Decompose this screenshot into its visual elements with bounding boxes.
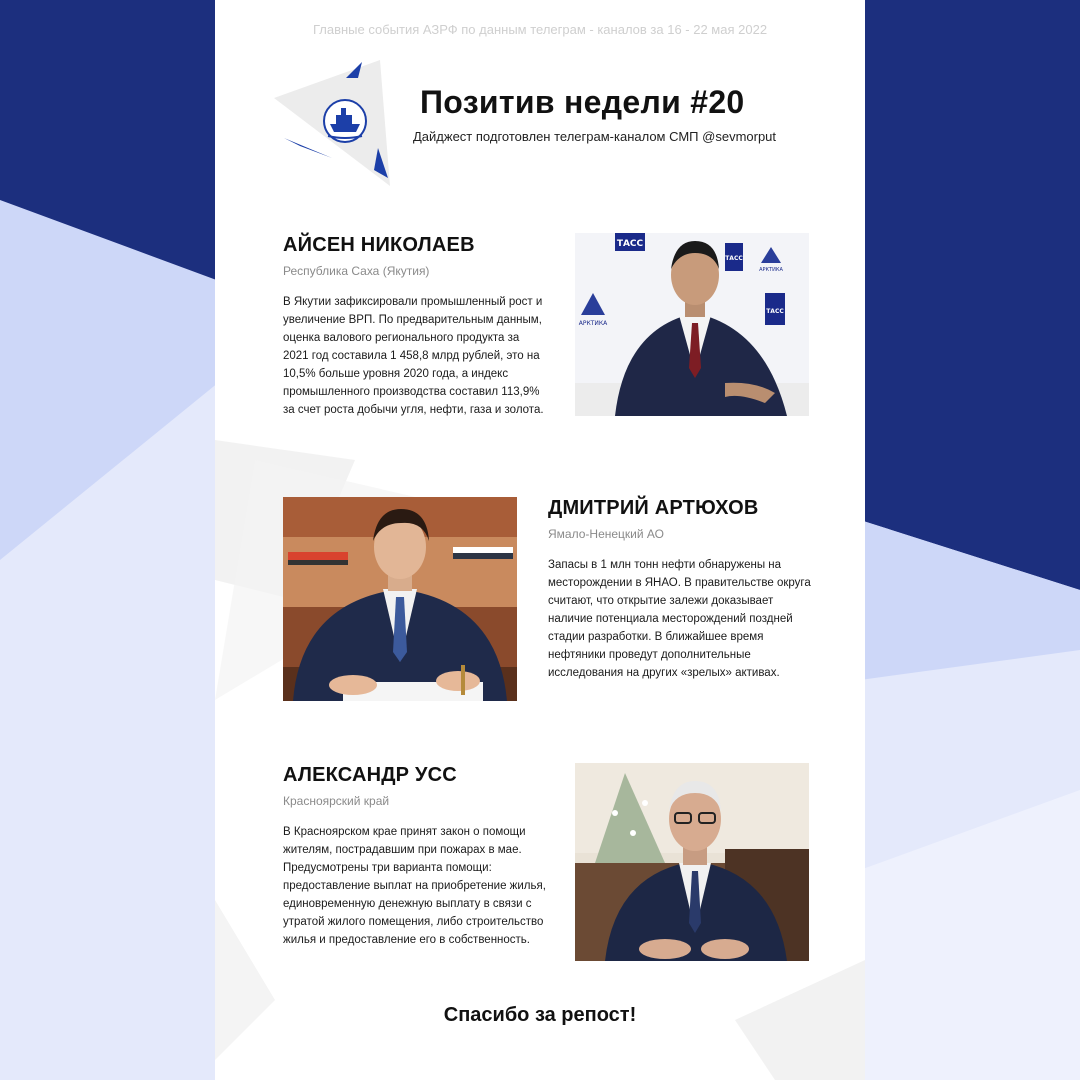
news-text: Запасы в 1 млн тонн нефти обнаружены на месторождении в ЯНАО. В правительстве округа считают, что открытие залежи доказывает наличие потенциала месторождений поздней стадии разработки. В ближайшее время нефтяники проведут дополнительные исследования на других «зрелых» активах. xyxy=(548,559,811,679)
person-name: АЛЕКСАНДР УСС xyxy=(283,764,457,786)
photo-logo-text: АРКТИКА xyxy=(759,267,783,273)
news-text: В Красноярском крае принят закон о помощи жителям, пострадавшим при пожарах в мае. Предусмотрены три варианта помощи: предоставление выплат на приобретение жилья, единовременную денежную выплату в связи с утратой жилого помещения, либо строительство жилья и предоставление его в собственность. xyxy=(283,826,546,946)
person-name: ДМИТРИЙ АРТЮХОВ xyxy=(548,497,759,519)
svg-text:ТАСС: ТАСС xyxy=(725,255,743,262)
person-region: Красноярский край xyxy=(283,794,390,808)
photo-logo-text: ТАСС xyxy=(766,308,784,315)
person-region: Ямало-Ненецкий АО xyxy=(548,527,664,541)
person-name: АЙСЕН НИКОЛАЕВ xyxy=(283,234,475,256)
person-photo xyxy=(283,497,517,701)
digest-card xyxy=(215,0,865,1080)
photo-logo-text: АРКТИКА xyxy=(578,320,608,327)
person-photo xyxy=(575,233,809,416)
digest-caption: Главные события АЗРФ по данным телеграм - каналов за 16 - 22 мая 2022 xyxy=(312,22,768,37)
person-photo xyxy=(575,763,809,961)
news-text: В Якутии зафиксировали промышленный рост и увеличение ВРП. По предварительным данным, оценка валового регионального продукта за 2021 год составила 1 458,8 млрд рублей, это на 10,5% больше уровня 2020 года, а индекс промышленного производства составил 113,9% за счет роста добычи угля, нефти, газа и золота. xyxy=(283,296,544,416)
thanks-for-repost: Спасибо за репост! xyxy=(443,1004,637,1026)
icebreaker-ship-icon xyxy=(270,58,400,188)
page-title: Позитив недели #20 xyxy=(420,84,745,120)
photo-logo-text: ТАСС xyxy=(616,239,644,249)
page-subtitle: Дайджест подготовлен телеграм-каналом СМП @sevmorput xyxy=(413,129,777,144)
person-region: Республика Саха (Якутия) xyxy=(283,264,430,278)
